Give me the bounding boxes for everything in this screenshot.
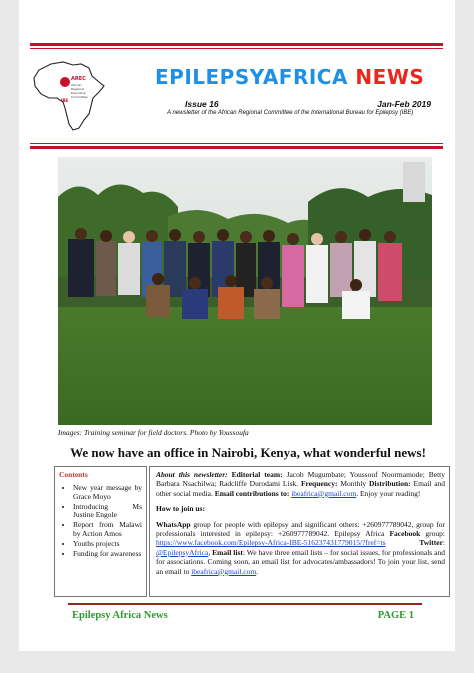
distribution-value: Email and other social media. <box>156 479 446 498</box>
logo-line-2: Regional <box>71 87 84 91</box>
africa-map-logo <box>29 58 107 134</box>
about-label: About this newsletter: <box>156 470 228 479</box>
logo-ibe-badge: IBE <box>61 98 69 103</box>
top-rule-thin <box>30 48 443 49</box>
contents-item[interactable]: • Introducing Ms Justine Engole <box>73 503 142 521</box>
twitter-label: Twitter <box>419 538 443 548</box>
whatsapp-text: group for people with epilepsy and significant others: +260977789042, group for professionals interested in epilepsy: +260977789042. Epilepsy Africa <box>156 519 446 539</box>
join-title: How to join us: <box>156 504 205 514</box>
email-list-label: Email list <box>212 547 243 557</box>
title-epilepsy: EPILEPSY <box>155 65 263 89</box>
issue-date: Jan-Feb 2019 <box>377 99 431 109</box>
join-paragraph: WhatsApp group for people with epilepsy and significant others: +260977789042, group for professionals interested in epilepsy: +260977789042. Epilepsy Africa Facebook group: https://www.facebook.com/Epilepsy-Africa-IBE-516237431779015/?fref=ts Twitter: @EpilepsyAfrica, Email list: We have three email lists – for social issues, for professionals and for associations. Coming soon, an email list for advocates/ambassadors! To join your list, send an email to ibeafrica@gmail.com. <box>156 519 446 576</box>
about-box <box>149 466 450 597</box>
masthead-bottom-rule-thick <box>30 146 443 149</box>
contents-item[interactable]: • Report from Malawi by Action Amos <box>73 521 142 539</box>
issue-line <box>185 99 431 109</box>
footer-rule <box>68 603 422 605</box>
newsletter-title <box>155 63 437 91</box>
team-label: Editorial team: <box>231 470 283 479</box>
contents-item[interactable]: • Funding for awareness <box>73 550 142 559</box>
footer-publication-name: Epilepsy Africa News <box>72 610 168 621</box>
email-list-text: : We have three email lists – for social issues, for professionals and for associations. Coming soon, an email list for advocates/ambassadors! To join your list, send an email to <box>156 547 445 576</box>
footer-page-number: PAGE 1 <box>377 610 414 621</box>
about-closing: . Enjoy your reading! <box>356 488 421 498</box>
contents-box <box>54 466 147 597</box>
twitter-handle-link[interactable]: @EpilepsyAfrica <box>156 547 209 557</box>
facebook-text: group: <box>425 529 446 539</box>
frequency-label: Frequency: <box>300 479 338 489</box>
contents-list <box>55 484 146 558</box>
about-paragraph <box>156 470 445 498</box>
contributions-email-link[interactable]: ibeafrica@gmail.com <box>291 488 357 498</box>
contents-item[interactable]: • Youths projects <box>73 540 142 549</box>
issue-number: Issue 16 <box>185 99 219 109</box>
headline: We now have an office in Nairobi, Kenya, what wonderful news! <box>70 445 426 460</box>
facebook-label: Facebook <box>389 529 421 539</box>
masthead-bottom-rule <box>30 143 443 144</box>
whatsapp-label: WhatsApp <box>156 519 191 529</box>
join-title-paragraph <box>156 504 445 513</box>
photo-caption: Images: Training seminar for field doctors. Photo by Youssoufa <box>58 428 249 437</box>
top-rule-thick <box>30 43 443 46</box>
training-seminar-photo <box>58 157 432 425</box>
contents-title: Contents <box>59 470 88 479</box>
logo-line-3: Executive <box>71 91 86 95</box>
frequency-value: Monthly <box>340 479 367 489</box>
tagline: A newsletter of the African Regional Committee of the International Bureau for Epilepsy (IBE) <box>167 110 414 116</box>
logo-arec-label: AREC <box>71 76 86 82</box>
join-end: . <box>256 566 259 576</box>
logo-line-1: African <box>71 83 82 87</box>
team-members: Jacob Mugumbate; Youssouf Noormamode; Betty Barbara Nsachilwa; Radcliffe Durodami Lisk. <box>156 470 446 489</box>
distribution-label: Distribution: <box>368 479 411 489</box>
title-africa: AFRICA <box>262 65 348 89</box>
contents-item[interactable]: • New year message by Grace Moyo <box>73 484 142 502</box>
facebook-link[interactable]: https://www.facebook.com/Epilepsy-Africa-IBE-516237431779015/?fref=ts <box>156 538 386 548</box>
email-list-link[interactable]: ibeafrica@gmail.com <box>191 566 257 576</box>
contributions-label: Email contributions to: <box>214 488 290 498</box>
logo-line-4: Committee <box>71 95 88 99</box>
title-news: NEWS <box>355 65 425 89</box>
